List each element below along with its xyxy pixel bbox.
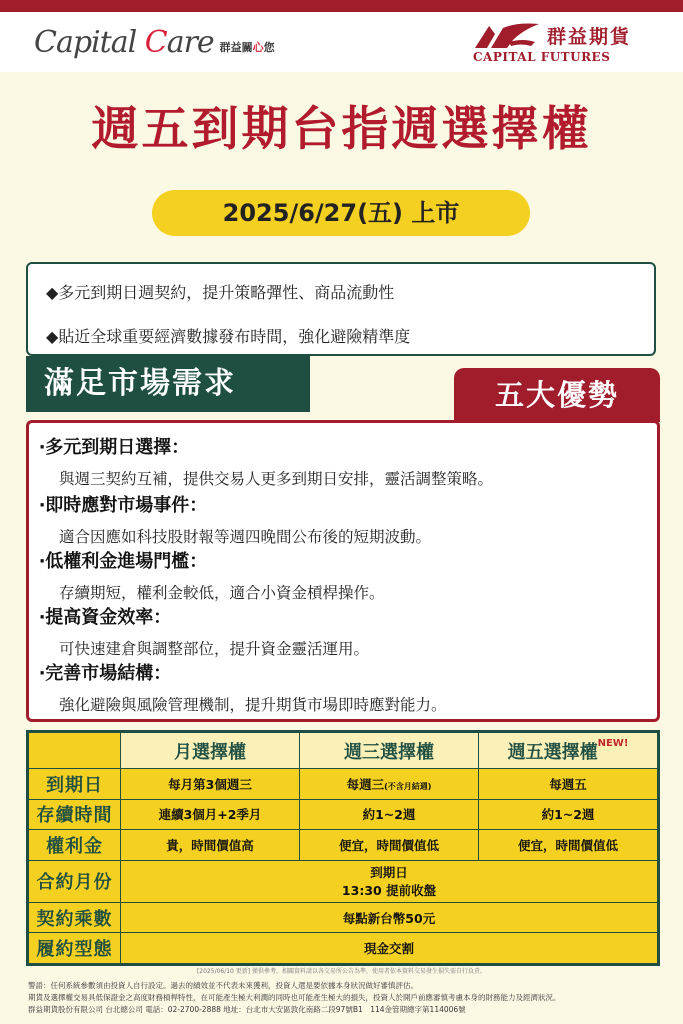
advantage-title: ‧多元到期日選擇： bbox=[39, 437, 190, 458]
column-header bbox=[479, 733, 658, 769]
wordmark-suffix: are bbox=[166, 24, 214, 60]
wordmark-heart: C bbox=[144, 24, 167, 60]
advantage-title: ‧提高資金效率： bbox=[39, 607, 172, 628]
table-cell: 每月第3個週三 bbox=[121, 769, 300, 800]
five-advantages-banner: 五大優勢 bbox=[454, 368, 660, 422]
row-header: 存續時間 bbox=[29, 799, 121, 830]
footer-disclaimer bbox=[28, 980, 668, 1016]
slogan bbox=[220, 39, 275, 55]
advantage-title: ‧即時應對市場事件： bbox=[39, 495, 208, 516]
capital-futures-logo bbox=[473, 20, 645, 68]
merged-table-cell bbox=[121, 860, 658, 902]
table-row bbox=[29, 902, 658, 933]
merged-table-cell: 現金交割 bbox=[121, 933, 658, 964]
intro-box bbox=[26, 262, 656, 356]
footer-line: 期貨及選擇權交易具低保證金之高度財務槓桿特性，在可能產生極大利潤的同時也可能產生極大的損失，投資人於開戶前應審慎考慮本身的財務能力及經濟狀況。 bbox=[28, 993, 561, 1002]
table-cell: 約1~2週 bbox=[479, 799, 658, 830]
new-badge: NEW! bbox=[597, 737, 629, 749]
table-cell-note: (不含月結週) bbox=[384, 781, 432, 791]
table-cell-value: 每週三 bbox=[346, 776, 385, 792]
header bbox=[0, 12, 683, 72]
slogan-post: 您 bbox=[263, 41, 275, 54]
advantage-description: 與週三契約互補，提供交易人更多到期日安排，靈活調整策略。 bbox=[59, 470, 494, 488]
row-header: 合約月份 bbox=[29, 860, 121, 902]
merged-cell-line: 13:30 提前收盤 bbox=[341, 883, 437, 899]
advantage-item bbox=[39, 491, 431, 547]
advantage-item bbox=[39, 547, 385, 603]
table-cell: 連續3個月+2季月 bbox=[121, 799, 300, 830]
table-cell: 便宜，時間價值低 bbox=[300, 830, 479, 861]
row-header: 到期日 bbox=[29, 769, 121, 800]
footer-line: 警語：任何系統參數須由投資人自行設定。過去的績效並不代表未來獲利，投資人還是要依據本身狀況做好審慎評估。 bbox=[28, 981, 418, 990]
capital-futures-english-name: CAPITAL FUTURES bbox=[473, 50, 611, 64]
merged-cell-line: 到期日 bbox=[370, 865, 408, 881]
advantage-description: 適合因應如科技股財報等週四晚間公布後的短期波動。 bbox=[59, 528, 432, 546]
advantage-description: 存續期短，權利金較低，適合小資金槓桿操作。 bbox=[59, 584, 385, 602]
row-header: 權利金 bbox=[29, 830, 121, 861]
advantage-item bbox=[39, 659, 447, 715]
advantage-description: 強化避險與風險管理機制，提升期貨市場即時應對能力。 bbox=[59, 696, 447, 714]
capital-futures-emblem-icon bbox=[473, 20, 543, 50]
intro-point: ◆貼近全球重要經濟數據發布時間，強化避險精準度 bbox=[46, 327, 411, 346]
table-corner-cell bbox=[29, 733, 121, 769]
row-header: 契約乘數 bbox=[29, 902, 121, 933]
table-cell: 每週五 bbox=[479, 769, 658, 800]
comparison-table bbox=[26, 730, 660, 966]
advantages-box bbox=[26, 420, 660, 722]
column-header: 週三選擇權 bbox=[300, 733, 479, 769]
wordmark-prefix: Capital bbox=[34, 24, 145, 60]
footer-line: 群益期貨股份有限公司 台北總公司 電話：02-2700-2888 地址：台北市大安區敦化南路二段97號B1 114金管期總字第114006號 bbox=[28, 1005, 466, 1014]
capital-care-wordmark bbox=[34, 25, 214, 60]
table-row bbox=[29, 830, 658, 861]
table-header-row bbox=[29, 733, 658, 769]
advantage-title: ‧低權利金進場門檻： bbox=[39, 551, 208, 572]
table-cell: 貴，時間價值高 bbox=[121, 830, 300, 861]
intro-point: ◆多元到期日週契約，提升策略彈性、商品流動性 bbox=[46, 283, 395, 302]
launch-date-badge: 2025/6/27(五) 上市 bbox=[152, 190, 530, 236]
table-cell bbox=[300, 769, 479, 800]
top-accent-bar bbox=[0, 0, 683, 12]
slogan-heart: 心 bbox=[252, 41, 264, 54]
capital-futures-chinese-name: 群益期貨 bbox=[547, 26, 632, 48]
table-row bbox=[29, 799, 658, 830]
update-note: [2025/06/10 更新] 僅供參考，相關資料請以各交易所公告為準，使用者依本資料交易發生損失需自行負責。 bbox=[196, 968, 487, 975]
column-header: 月選擇權 bbox=[121, 733, 300, 769]
table-cell: 約1~2週 bbox=[300, 799, 479, 830]
advantage-item bbox=[39, 603, 369, 659]
table-row bbox=[29, 933, 658, 964]
capital-care-logo bbox=[34, 20, 275, 64]
merged-table-cell: 每點新台幣50元 bbox=[121, 902, 658, 933]
advantage-description: 可快速建倉與調整部位，提升資金靈活運用。 bbox=[59, 640, 370, 658]
table-row bbox=[29, 769, 658, 800]
table-cell: 便宜，時間價值低 bbox=[479, 830, 658, 861]
table-row bbox=[29, 860, 658, 902]
advantage-title: ‧完善市場結構： bbox=[39, 663, 172, 684]
page-title: 週五到期台指週選擇權 bbox=[91, 102, 592, 157]
column-header-label: 週五選擇權 bbox=[507, 741, 598, 763]
row-header: 履約型態 bbox=[29, 933, 121, 964]
slogan-pre: 群益關 bbox=[219, 41, 253, 54]
market-demand-banner: 滿足市場需求 bbox=[26, 356, 310, 412]
advantage-item bbox=[39, 433, 493, 489]
